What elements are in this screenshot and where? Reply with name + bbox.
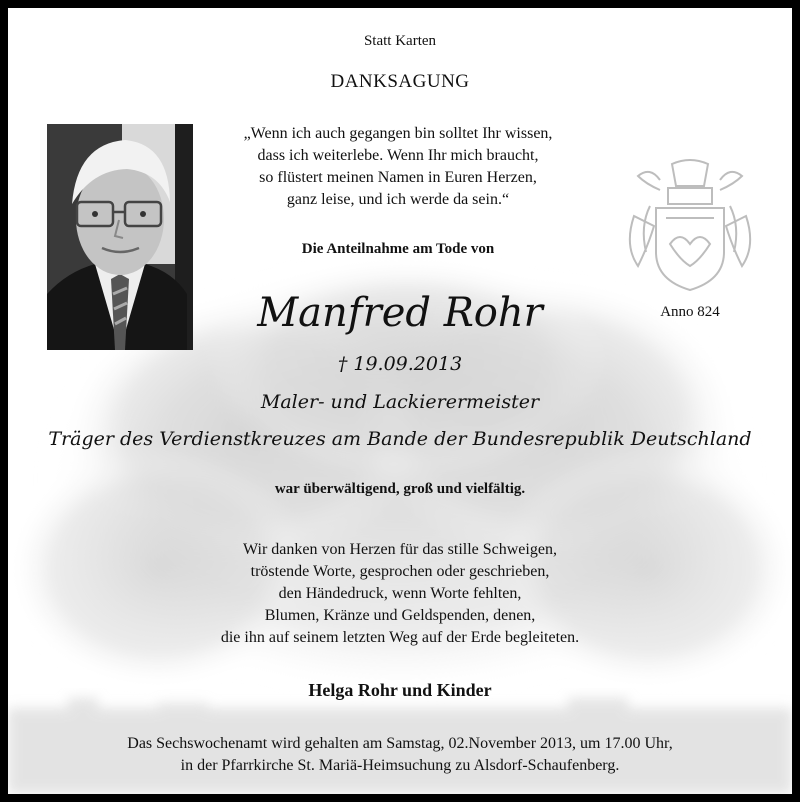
deceased-name: Manfred Rohr [257,290,543,336]
service-info [48,733,752,777]
honor: Träger des Verdienstkreuzes am Bande der Bundesrepublik Deutschland [48,428,752,450]
service-line: Das Sechswochenamt wird gehalten am Samstag, 02.November 2013, um 17.00 Uhr, [127,735,673,752]
quote-line: ganz leise, und ich werde da sein.“ [286,191,510,208]
service-line: in der Pfarrkirche St. Mariä-Heimsuchung zu Alsdorf-Schaufenberg. [180,757,620,774]
quote-line: „Wenn ich auch gegangen bin solltet Ihr wissen, [243,125,553,142]
crest-caption: Anno 824 [660,304,720,320]
thanks-block [150,539,650,649]
thanks-line: tröstende Worte, gesprochen oder geschrieben, [250,563,550,580]
portrait-photo [47,124,193,350]
portrait-illustration [47,124,193,350]
family-signature: Helga Rohr und Kinder [308,680,492,700]
quote-line: so flüstert meinen Namen in Euren Herzen, [259,169,537,186]
page-title: DANKSAGUNG [330,71,470,92]
thanks-line: Wir danken von Herzen für das stille Schweigen, [243,541,557,558]
top-line: Statt Karten [363,33,437,49]
intro-text: Die Anteilnahme am Tode von [301,241,495,257]
occupation: Maler- und Lackierermeister [260,391,540,413]
quote-line: dass ich weiterlebe. Wenn Ihr mich braucht, [257,147,539,164]
death-date: † 19.09.2013 [337,353,463,375]
thanks-line: die ihn auf seinem letzten Weg auf der Erde begleiteten. [220,629,580,646]
quote-block [188,123,608,211]
obituary-notice [8,8,792,794]
overwhelming-text: war überwältigend, groß und vielfältig. [274,481,526,497]
thanks-line: Blumen, Kränze und Geldspenden, denen, [264,607,536,624]
thanks-line: den Händedruck, wenn Worte fehlten, [278,585,522,602]
coat-of-arms-icon [620,156,760,296]
